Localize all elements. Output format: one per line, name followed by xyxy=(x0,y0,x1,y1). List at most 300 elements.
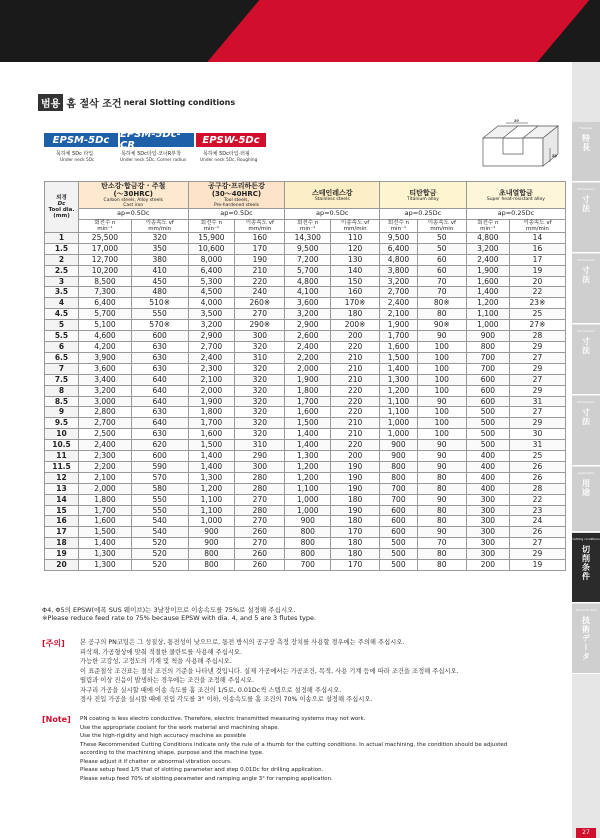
sidebar-tab-dimensions-2[interactable] xyxy=(572,254,600,324)
ap-label: ap=0.5Dc xyxy=(188,209,285,220)
group-en: Super heat-resistant alloy xyxy=(486,196,545,202)
note-line: Please setup feed 1/5 that of slotting parameter and step 0.01Dc for drilling application. xyxy=(80,767,324,773)
table-row xyxy=(45,418,566,429)
rpm-cell: 25,500 xyxy=(79,232,132,243)
ap-label: ap=0.5Dc xyxy=(285,209,380,220)
feed-header: 이송속도 vf mm/min xyxy=(131,219,188,232)
sidebar-tab-jp: 技術データ xyxy=(581,616,591,661)
group-title: 티탄합금 xyxy=(409,188,437,197)
dia-cell: 18 xyxy=(45,538,79,549)
feed-cell: 220 xyxy=(331,341,380,352)
caution-line: 이 표준절삭 조건표는 절삭 조건의 기준을 나타낸 것입니다. 실제 가공에서는 가공조건, 목적, 사용 기계 등에 따라 조건을 조정해 주십시오. xyxy=(80,667,459,675)
rpm-cell: 900 xyxy=(285,516,331,527)
rpm-cell: 1,400 xyxy=(188,451,235,462)
rpm-cell: 9,500 xyxy=(380,232,418,243)
sidebar-tab-jp: 寸法 xyxy=(581,408,591,426)
table-row xyxy=(45,549,566,560)
table-row xyxy=(45,440,566,451)
feed-cell: 180 xyxy=(331,309,380,320)
feed-cell: 550 xyxy=(131,309,188,320)
feed-cell: 22 xyxy=(509,494,565,505)
table-row xyxy=(45,276,566,287)
feed-cell: 310 xyxy=(235,352,285,363)
feed-cell: 540 xyxy=(131,527,188,538)
feed-cell: 630 xyxy=(131,352,188,363)
sidebar-tab-en: Application xyxy=(577,471,595,475)
feed-cell: 240 xyxy=(235,287,285,298)
feed-cell: 220 xyxy=(331,396,380,407)
rpm-cell: 2,100 xyxy=(380,309,418,320)
rpm-cell: 2,200 xyxy=(285,352,331,363)
table-row xyxy=(45,505,566,516)
feed-cell: 210 xyxy=(331,352,380,363)
feed-cell: 80 xyxy=(417,309,466,320)
caution-line: 가능한 고강성, 고정도의 기계 및 척을 사용해 주십시오. xyxy=(80,658,232,665)
feed-cell: 320 xyxy=(235,407,285,418)
rpm-cell: 3,200 xyxy=(79,385,132,396)
rpm-header: 회전수 n min⁻¹ xyxy=(188,219,235,232)
rpm-cell: 700 xyxy=(285,560,331,571)
rpm-cell: 3,500 xyxy=(188,309,235,320)
rpm-cell: 1,800 xyxy=(285,385,331,396)
rpm-header: 회전수 n min⁻¹ xyxy=(466,219,509,232)
rpm-cell: 1,400 xyxy=(285,429,331,440)
feed-cell: 80 xyxy=(417,483,466,494)
caution-line: 떨림과 이상 진음이 발생하는 경우에는 조건을 조정해 주십시오. xyxy=(80,677,255,684)
table-row xyxy=(45,538,566,549)
sidebar-tab-cutting-conditions[interactable] xyxy=(572,533,600,603)
rpm-cell: 1,400 xyxy=(285,440,331,451)
table-row xyxy=(45,472,566,483)
feed-cell: 170※ xyxy=(331,298,380,309)
feed-cell: 630 xyxy=(131,407,188,418)
feed-cell: 350 xyxy=(131,243,188,254)
dia-cell: 14 xyxy=(45,494,79,505)
rpm-cell: 1,000 xyxy=(466,320,509,331)
group-title: 스테인레스강 xyxy=(311,188,353,197)
rpm-cell: 1,100 xyxy=(188,505,235,516)
rpm-cell: 4,800 xyxy=(380,254,418,265)
rpm-cell: 1,100 xyxy=(285,483,331,494)
feed-cell: 28 xyxy=(509,483,565,494)
feed-cell: 380 xyxy=(131,254,188,265)
group-en: Pre-hardened steels xyxy=(213,203,259,208)
dia-cell: 2 xyxy=(45,254,79,265)
rpm-cell: 2,400 xyxy=(380,298,418,309)
sidebar-tab-features[interactable] xyxy=(572,122,600,182)
note-en: ※Please reduce feed rate to 75% because EPSW with dia. 4, and 5 are 3 flutes type. xyxy=(42,614,317,622)
sidebar-tab-dimensions-4[interactable] xyxy=(572,396,600,466)
rpm-cell: 800 xyxy=(380,472,418,483)
table-row xyxy=(45,429,566,440)
rpm-cell: 1,000 xyxy=(285,494,331,505)
rpm-cell: 400 xyxy=(466,461,509,472)
feed-cell: 60 xyxy=(417,254,466,265)
rpm-cell: 800 xyxy=(188,549,235,560)
rpm-cell: 800 xyxy=(285,549,331,560)
dia-cell: 10.5 xyxy=(45,440,79,451)
rpm-cell: 17,000 xyxy=(79,243,132,254)
feed-cell: 80 xyxy=(417,549,466,560)
rpm-cell: 1,500 xyxy=(380,352,418,363)
rpm-cell: 2,100 xyxy=(188,374,235,385)
sidebar-tab-jp: 切削条件 xyxy=(581,545,591,581)
rpm-cell: 2,400 xyxy=(285,341,331,352)
dia-cell: 7 xyxy=(45,363,79,374)
rpm-cell: 10,600 xyxy=(188,243,235,254)
caution-line: 경사 진입 가공을 실시할 때에 진입 각도를 3° 이하, 이송속도를 홈 조건의 70% 이송으로 설정해 주십시오. xyxy=(80,696,373,703)
rpm-cell: 4,800 xyxy=(466,232,509,243)
feed-cell: 260 xyxy=(235,527,285,538)
product-desc-ko: 목하체 5Dc타입·코너R부착 xyxy=(121,151,181,157)
rpm-cell: 400 xyxy=(466,451,509,462)
feed-cell: 210 xyxy=(235,265,285,276)
rpm-cell: 2,900 xyxy=(285,320,331,331)
rpm-cell: 1,700 xyxy=(188,418,235,429)
rpm-cell: 200 xyxy=(466,560,509,571)
rpm-cell: 1,100 xyxy=(466,309,509,320)
rpm-cell: 1,400 xyxy=(188,461,235,472)
feed-cell: 200 xyxy=(331,451,380,462)
rpm-cell: 3,800 xyxy=(380,265,418,276)
feed-cell: 640 xyxy=(131,396,188,407)
rpm-cell: 3,900 xyxy=(79,352,132,363)
feed-cell: 260 xyxy=(235,560,285,571)
group-header-carbon xyxy=(79,182,189,209)
group-title: 공구강·프리하든강 xyxy=(208,182,265,190)
feed-cell: 120 xyxy=(331,243,380,254)
caution-line: 자구리 가공을 실시할 때에 이송 속도를 홈 조건의 1/5로, 0.01Dc씩 스텝으로 설정해 주십시오. xyxy=(80,686,342,694)
rpm-cell: 4,200 xyxy=(79,341,132,352)
feed-cell: 80 xyxy=(417,516,466,527)
feed-cell: 190 xyxy=(331,472,380,483)
feed-cell: 70 xyxy=(417,276,466,287)
feed-cell: 29 xyxy=(509,363,565,374)
rpm-cell: 2,700 xyxy=(380,287,418,298)
group-range: (30～40HRC) xyxy=(211,190,262,198)
table-row xyxy=(45,331,566,342)
rpm-cell: 5,100 xyxy=(79,320,132,331)
feed-header: 이송속도 vf mm/min xyxy=(331,219,380,232)
sidebar-tab-en: Dimensions xyxy=(577,258,595,262)
diagram-label-ae: ae xyxy=(514,118,519,123)
sidebar-tab-en: Dimensions xyxy=(577,187,595,191)
rpm-cell: 3,200 xyxy=(285,309,331,320)
table-row xyxy=(45,232,566,243)
dia-cell: 11 xyxy=(45,451,79,462)
rpm-cell: 1,600 xyxy=(79,516,132,527)
rpm-cell: 7,200 xyxy=(285,254,331,265)
group-header-super-heat xyxy=(466,182,565,209)
rpm-cell: 900 xyxy=(466,331,509,342)
rpm-cell: 4,100 xyxy=(285,287,331,298)
feed-cell: 520 xyxy=(131,549,188,560)
rpm-cell: 1,000 xyxy=(380,418,418,429)
feed-cell: 29 xyxy=(509,341,565,352)
group-range: (～30HRC) xyxy=(113,190,154,198)
feed-cell: 60 xyxy=(417,265,466,276)
feed-cell: 23 xyxy=(509,505,565,516)
feed-cell: 190 xyxy=(331,483,380,494)
rpm-cell: 3,200 xyxy=(380,276,418,287)
rpm-cell: 1,700 xyxy=(285,396,331,407)
rpm-cell: 2,300 xyxy=(188,363,235,374)
rpm-cell: 1,300 xyxy=(285,451,331,462)
group-en: Titanium alloy xyxy=(407,196,439,202)
feed-cell: 190 xyxy=(331,505,380,516)
feed-cell: 270 xyxy=(235,494,285,505)
feed-cell: 190 xyxy=(331,461,380,472)
rpm-cell: 9,500 xyxy=(285,243,331,254)
table-row xyxy=(45,254,566,265)
rpm-cell: 5,700 xyxy=(79,309,132,320)
table-row xyxy=(45,516,566,527)
dia-cell: 1.5 xyxy=(45,243,79,254)
feed-cell: 210 xyxy=(331,429,380,440)
feed-cell: 160 xyxy=(331,287,380,298)
rpm-cell: 600 xyxy=(466,385,509,396)
rpm-cell: 1,200 xyxy=(285,472,331,483)
sidebar-tab-technical-data[interactable] xyxy=(572,604,600,674)
feed-cell: 27 xyxy=(509,374,565,385)
feed-cell: 270 xyxy=(235,309,285,320)
rpm-cell: 900 xyxy=(380,451,418,462)
rpm-cell: 900 xyxy=(188,538,235,549)
rpm-cell: 2,700 xyxy=(188,341,235,352)
feed-cell: 630 xyxy=(131,429,188,440)
rpm-cell: 1,200 xyxy=(285,461,331,472)
rpm-cell: 500 xyxy=(380,549,418,560)
sidebar-tab-dimensions-3[interactable] xyxy=(572,325,600,395)
feed-cell: 320 xyxy=(235,429,285,440)
rpm-cell: 6,400 xyxy=(188,265,235,276)
feed-cell: 27 xyxy=(509,538,565,549)
feed-cell: 180 xyxy=(331,516,380,527)
caution-lines xyxy=(80,638,459,705)
feed-cell: 480 xyxy=(131,287,188,298)
rpm-cell: 2,900 xyxy=(188,331,235,342)
rpm-cell: 2,300 xyxy=(79,451,132,462)
sidebar-tab-dimensions-1[interactable] xyxy=(572,183,600,253)
feed-cell: 220 xyxy=(331,407,380,418)
rpm-cell: 10,200 xyxy=(79,265,132,276)
rpm-cell: 4,600 xyxy=(79,331,132,342)
dia-cell: 9 xyxy=(45,407,79,418)
note-line: Please setup feed 70% of slotting parameter and ramping angle 3° for ramping application. xyxy=(80,775,333,782)
dia-cell: 19 xyxy=(45,549,79,560)
feed-cell: 29 xyxy=(509,385,565,396)
feed-cell: 80 xyxy=(417,560,466,571)
page-number: 27 xyxy=(576,828,596,838)
group-header-stainless xyxy=(285,182,380,209)
rpm-cell: 6,400 xyxy=(79,298,132,309)
dia-header-ko: 외경 xyxy=(56,194,67,201)
dia-cell: 1 xyxy=(45,232,79,243)
rpm-cell: 1,900 xyxy=(285,374,331,385)
feed-cell: 100 xyxy=(417,407,466,418)
rpm-cell: 1,000 xyxy=(285,505,331,516)
title-category-box: 범용 xyxy=(38,94,63,111)
table-row xyxy=(45,298,566,309)
rpm-cell: 4,800 xyxy=(285,276,331,287)
feed-cell: 570※ xyxy=(131,320,188,331)
table-row xyxy=(45,287,566,298)
feed-cell: 130 xyxy=(331,254,380,265)
dia-header-sym: Dc xyxy=(57,200,66,207)
feed-cell: 160 xyxy=(235,232,285,243)
rpm-cell: 1,300 xyxy=(188,472,235,483)
feed-cell: 80 xyxy=(417,505,466,516)
rpm-cell: 700 xyxy=(380,494,418,505)
rpm-cell: 600 xyxy=(380,527,418,538)
rpm-cell: 1,300 xyxy=(79,549,132,560)
product-tag-epsm-5dc-cr: EPSM-5Dc-CR xyxy=(120,133,194,147)
rpm-cell: 500 xyxy=(466,440,509,451)
rpm-cell: 3,400 xyxy=(79,374,132,385)
dia-cell: 16 xyxy=(45,516,79,527)
feed-cell: 90 xyxy=(417,451,466,462)
feed-cell: 90 xyxy=(417,331,466,342)
rpm-cell: 800 xyxy=(285,538,331,549)
sidebar-tab-en: Dimensions xyxy=(577,400,595,404)
table-row xyxy=(45,309,566,320)
note-lines xyxy=(80,715,507,783)
rpm-cell: 900 xyxy=(188,527,235,538)
product-desc-en: Under neck 5Dc xyxy=(60,158,95,163)
table-row xyxy=(45,560,566,571)
feed-cell: 550 xyxy=(131,494,188,505)
feed-cell: 320 xyxy=(235,418,285,429)
feed-cell: 90 xyxy=(417,440,466,451)
feed-cell: 540 xyxy=(131,516,188,527)
feed-cell: 90 xyxy=(417,527,466,538)
feed-cell: 620 xyxy=(131,440,188,451)
feed-cell: 19 xyxy=(509,265,565,276)
rpm-cell: 400 xyxy=(466,472,509,483)
feed-cell: 300 xyxy=(235,461,285,472)
note-line: Use the appropriate coolant for the work material and machining shape. xyxy=(80,724,280,731)
rpm-cell: 500 xyxy=(380,538,418,549)
rpm-cell: 600 xyxy=(380,505,418,516)
sidebar-tab-en: Technical data xyxy=(575,608,597,612)
feed-cell: 28 xyxy=(509,331,565,342)
rpm-cell: 1,600 xyxy=(466,276,509,287)
group-en: Carbon steels, Alloy steels xyxy=(103,198,163,203)
feed-cell: 170 xyxy=(235,243,285,254)
rpm-cell: 1,500 xyxy=(79,527,132,538)
table-row xyxy=(45,243,566,254)
table-row xyxy=(45,320,566,331)
feed-cell: 90 xyxy=(417,494,466,505)
rpm-cell: 1,900 xyxy=(380,320,418,331)
dia-cell: 17 xyxy=(45,527,79,538)
dia-cell: 5.5 xyxy=(45,331,79,342)
dia-cell: 11.5 xyxy=(45,461,79,472)
table-row xyxy=(45,527,566,538)
feed-cell: 50 xyxy=(417,232,466,243)
sidebar-tab-application[interactable] xyxy=(572,467,600,532)
dia-header-unit: (mm) xyxy=(53,212,70,219)
table-row xyxy=(45,352,566,363)
rpm-cell: 500 xyxy=(466,418,509,429)
rpm-cell: 1,400 xyxy=(466,287,509,298)
rpm-cell: 14,300 xyxy=(285,232,331,243)
feed-cell: 280 xyxy=(235,472,285,483)
rpm-cell: 1,800 xyxy=(79,494,132,505)
feed-cell: 180 xyxy=(331,494,380,505)
rpm-cell: 300 xyxy=(466,516,509,527)
feed-cell: 26 xyxy=(509,527,565,538)
feed-cell: 220 xyxy=(235,276,285,287)
feed-cell: 640 xyxy=(131,385,188,396)
group-title: 탄소강·합금강 · 주철 xyxy=(101,182,166,190)
feed-cell: 270 xyxy=(235,538,285,549)
sidebar-tab-jp: 寸法 xyxy=(581,266,591,284)
feed-cell: 580 xyxy=(131,483,188,494)
rpm-cell: 2,000 xyxy=(188,385,235,396)
group-en: Cast iron xyxy=(123,203,144,208)
feed-cell: 100 xyxy=(417,385,466,396)
feed-cell: 31 xyxy=(509,396,565,407)
feed-cell: 19 xyxy=(509,560,565,571)
rpm-cell: 300 xyxy=(466,505,509,516)
rpm-header: 회전수 n min⁻¹ xyxy=(380,219,418,232)
caution-tag: [주의] xyxy=(42,639,65,648)
dia-cell: 15 xyxy=(45,505,79,516)
feed-cell: 600 xyxy=(131,331,188,342)
title-english: neral Slotting conditions xyxy=(123,97,236,107)
dia-cell: 7.5 xyxy=(45,374,79,385)
feed-cell: 190 xyxy=(235,254,285,265)
rpm-cell: 2,000 xyxy=(285,363,331,374)
group-header-titanium xyxy=(380,182,467,209)
rpm-cell: 2,400 xyxy=(79,440,132,451)
rpm-cell: 600 xyxy=(466,374,509,385)
dia-cell: 3.5 xyxy=(45,287,79,298)
rpm-cell: 4,000 xyxy=(188,298,235,309)
feed-cell: 570 xyxy=(131,472,188,483)
feed-cell: 100 xyxy=(417,363,466,374)
rpm-cell: 8,500 xyxy=(79,276,132,287)
feed-cell: 50 xyxy=(417,243,466,254)
dia-cell: 6.5 xyxy=(45,352,79,363)
dia-cell: 4 xyxy=(45,298,79,309)
feed-cell: 150 xyxy=(331,276,380,287)
note-tag: [Note] xyxy=(42,715,71,724)
feed-cell: 90 xyxy=(417,396,466,407)
feed-cell: 640 xyxy=(131,374,188,385)
ap-label: ap=0.25Dc xyxy=(466,209,565,220)
rpm-cell: 2,400 xyxy=(188,352,235,363)
feed-cell: 100 xyxy=(417,374,466,385)
feed-cell: 26 xyxy=(509,461,565,472)
caution-line: 본 공구의 PN코팅은 그 성질상, 통전성이 낮으므로, 통전 방식의 공구장 측정 장치를 사용할 경우에는 주의해 주십시오. xyxy=(80,639,405,646)
feed-cell: 27※ xyxy=(509,320,565,331)
note-english-block xyxy=(42,715,572,783)
dia-cell: 8 xyxy=(45,385,79,396)
feed-cell: 29 xyxy=(509,549,565,560)
rpm-cell: 1,600 xyxy=(285,407,331,418)
feed-cell: 170 xyxy=(331,560,380,571)
rpm-cell: 500 xyxy=(466,407,509,418)
feed-cell: 280 xyxy=(235,505,285,516)
rpm-cell: 1,200 xyxy=(380,385,418,396)
sidebar-tab-jp: 寸法 xyxy=(581,337,591,355)
rpm-cell: 2,000 xyxy=(79,483,132,494)
rpm-cell: 300 xyxy=(466,494,509,505)
rpm-cell: 3,200 xyxy=(188,320,235,331)
dia-cell: 4.5 xyxy=(45,309,79,320)
